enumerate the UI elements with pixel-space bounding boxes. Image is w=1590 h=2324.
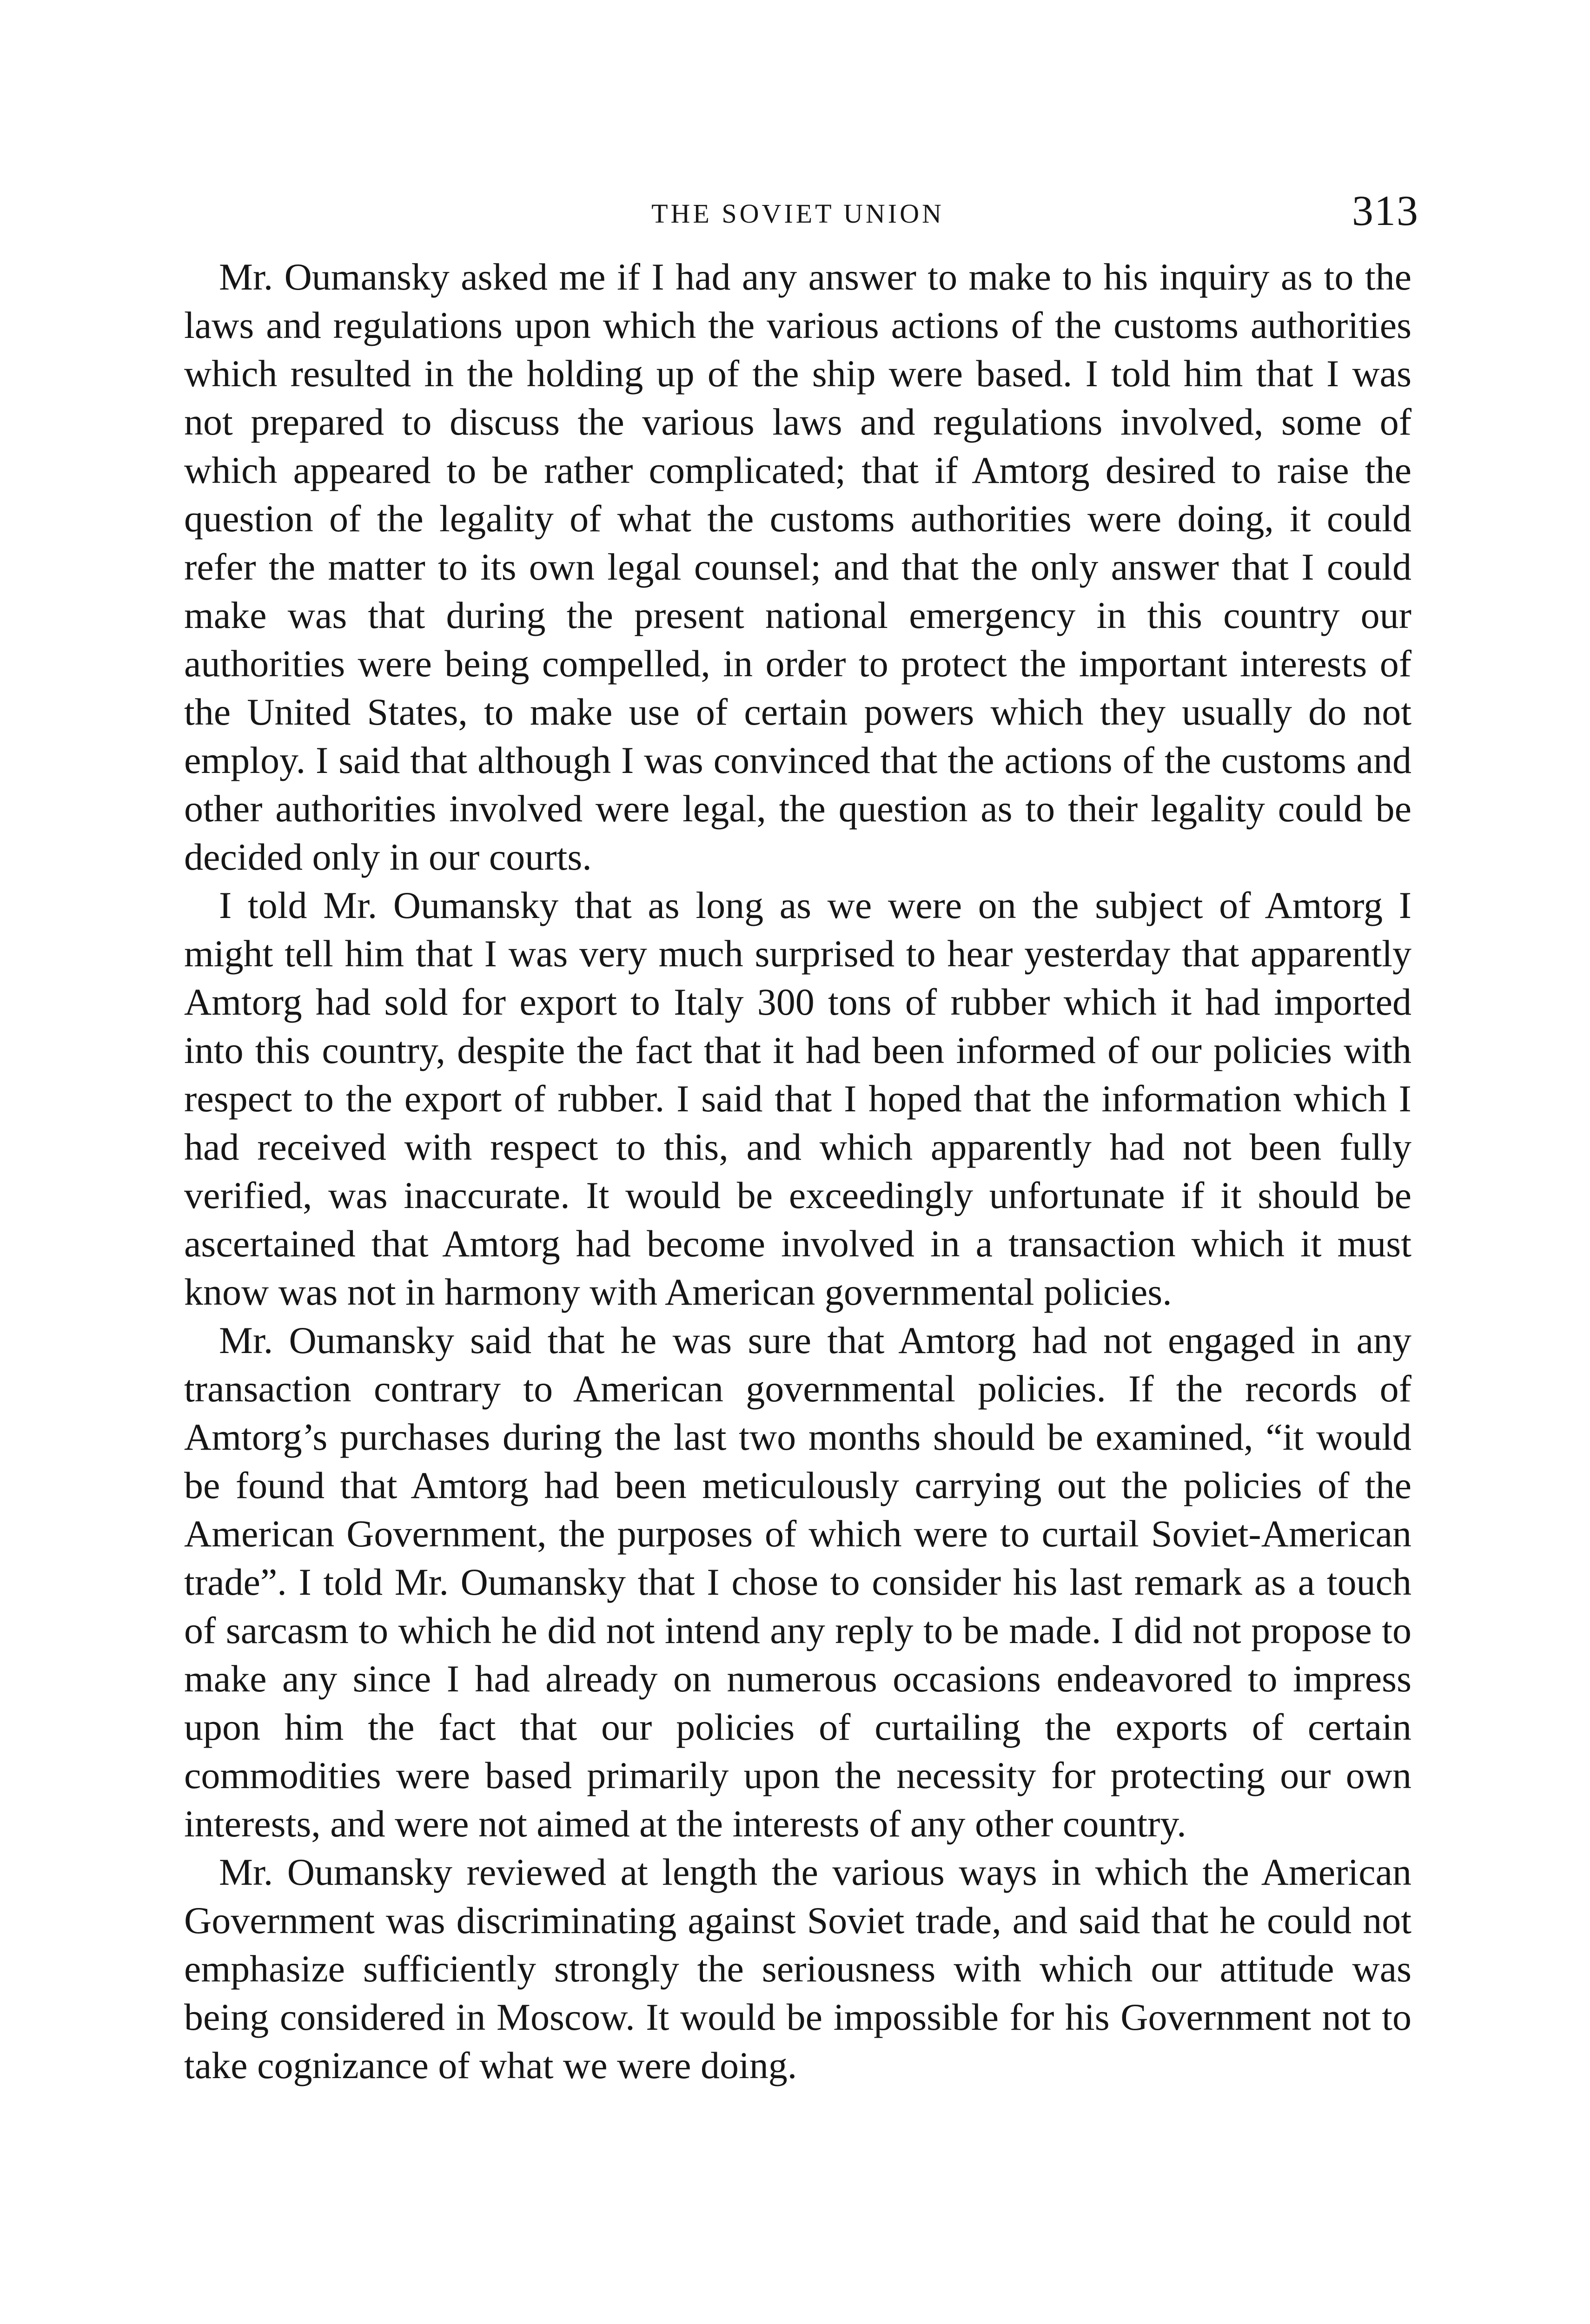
paragraph-3: Mr. Oumansky said that he was sure that Amtorg had not engaged in any transaction contrary to American governmental policies. If the records of Amtorg’s purchases during the last two months should be examined, “it would be found that Amtorg had been meticulously carrying out the policies of the American Government, the purposes of which were to curtail Soviet-American trade”. I told Mr. Oumansky that I chose to consider his last remark as a touch of sarcasm to which he did not intend any reply to be made. I did not propose to make any since I had already on numerous occasions endeavored to impress upon him the fact that our policies of curtailing the exports of certain commodities were based primarily upon the necessity for protecting our own interests, and were not aimed at the interests of any other country. <box>184 1319 1411 1845</box>
document-page <box>184 186 1419 2090</box>
body-text <box>184 253 1411 2090</box>
paragraph-4: Mr. Oumansky reviewed at length the various ways in which the American Government was discriminating against Soviet trade, and said that he could not emphasize sufficiently strongly the seriousness with which our attitude was being considered in Moscow. It would be impossible for his Government not to take cognizance of what we were doing. <box>184 1851 1411 2086</box>
running-title: THE SOVIET UNION <box>651 198 944 229</box>
running-header <box>184 186 1419 237</box>
paragraph-2: I told Mr. Oumansky that as long as we were on the subject of Amtorg I might tell him that I was very much surprised to hear yesterday that apparently Amtorg had sold for export to Italy 300 tons of rubber which it had imported into this country, despite the fact that it had been informed of our policies with respect to the export of rubber. I said that I hoped that the information which I had received with respect to this, and which apparently had not been fully verified, was inaccurate. It would be exceedingly unfortunate if it should be ascertained that Amtorg had become involved in a transaction which it must know was not in harmony with American governmental policies. <box>184 884 1411 1313</box>
page-number: 313 <box>1352 187 1419 234</box>
paragraph-1: Mr. Oumansky asked me if I had any answer to make to his inquiry as to the laws and regulations upon which the various actions of the customs authorities which resulted in the holding up of the ship were based. I told him that I was not prepared to discuss the various laws and regulations involved, some of which appeared to be rather complicated; that if Amtorg desired to raise the question of the legality of what the customs authorities were doing, it could refer the matter to its own legal counsel; and that the only answer that I could make was that during the present national emergency in this country our authorities were being compelled, in order to protect the important interests of the United States, to make use of certain powers which they usually do not employ. I said that although I was convinced that the actions of the customs and other authorities involved were legal, the question as to their legality could be decided only in our courts. <box>184 256 1411 878</box>
